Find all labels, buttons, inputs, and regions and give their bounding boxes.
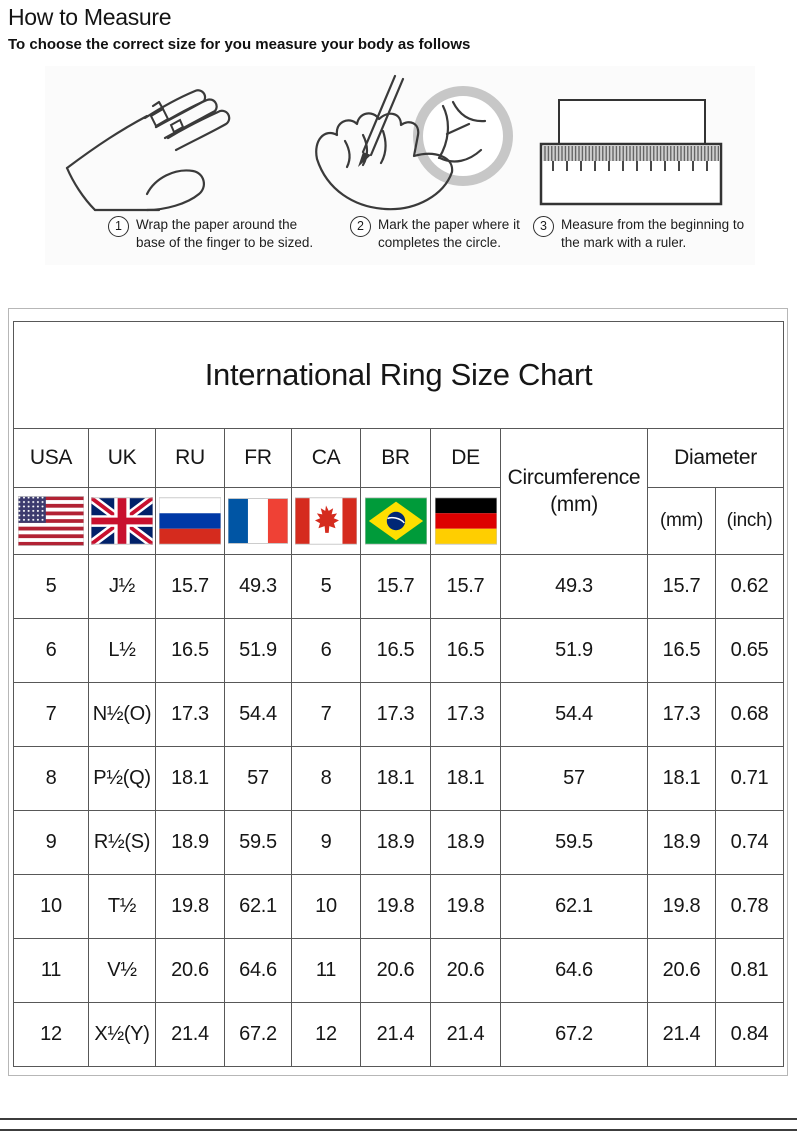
cell: 5 bbox=[14, 555, 89, 619]
col-header-de: DE bbox=[431, 429, 501, 488]
col-header-circumference bbox=[501, 429, 648, 555]
measure-steps-panel bbox=[45, 66, 755, 265]
table-row bbox=[14, 683, 784, 747]
table-row bbox=[14, 619, 784, 683]
cell: 0.74 bbox=[716, 811, 784, 875]
flag-uk-cell bbox=[89, 488, 156, 555]
cell: 0.84 bbox=[716, 1003, 784, 1067]
flag-usa-cell bbox=[14, 488, 89, 555]
cell: 64.6 bbox=[225, 939, 292, 1003]
step-caption-text: Mark the paper where it completes the circle. bbox=[378, 217, 520, 251]
step-number-3-icon: 3 bbox=[533, 216, 554, 237]
table-row bbox=[14, 747, 784, 811]
flag-canada bbox=[295, 497, 357, 545]
cell: 0.65 bbox=[716, 619, 784, 683]
cell: 0.62 bbox=[716, 555, 784, 619]
cell: 0.68 bbox=[716, 683, 784, 747]
cell: 19.8 bbox=[431, 875, 501, 939]
circumference-label: Circumference bbox=[507, 466, 641, 490]
flag-russia bbox=[159, 497, 221, 545]
col-header-diameter: Diameter bbox=[648, 429, 784, 488]
flag-russia-cell bbox=[156, 488, 225, 555]
table-row bbox=[14, 939, 784, 1003]
cell: 51.9 bbox=[225, 619, 292, 683]
col-header-br: BR bbox=[361, 429, 431, 488]
cell: 20.6 bbox=[431, 939, 501, 1003]
page-title: How to Measure bbox=[8, 4, 172, 30]
cell: V½ bbox=[89, 939, 156, 1003]
cell: 7 bbox=[292, 683, 361, 747]
flag-france-cell bbox=[225, 488, 292, 555]
table-row bbox=[14, 875, 784, 939]
cell: 20.6 bbox=[648, 939, 716, 1003]
step-caption-1 bbox=[108, 216, 318, 252]
cell: 8 bbox=[14, 747, 89, 811]
flag-brazil bbox=[365, 497, 427, 545]
flag-canada-cell bbox=[292, 488, 361, 555]
flag-germany-cell bbox=[431, 488, 501, 555]
col-header-uk: UK bbox=[89, 429, 156, 488]
cell: 18.1 bbox=[156, 747, 225, 811]
cell: 10 bbox=[292, 875, 361, 939]
cell: 18.1 bbox=[431, 747, 501, 811]
cell: 20.6 bbox=[156, 939, 225, 1003]
chart-title: International Ring Size Chart bbox=[14, 322, 784, 429]
col-header-fr: FR bbox=[225, 429, 292, 488]
cell: 16.5 bbox=[156, 619, 225, 683]
cell: 10 bbox=[14, 875, 89, 939]
cell: 21.4 bbox=[648, 1003, 716, 1067]
table-flag-row bbox=[14, 488, 784, 555]
col-header-usa: USA bbox=[14, 429, 89, 488]
cell: 54.4 bbox=[501, 683, 648, 747]
hand-marking-with-pencil-illustration bbox=[297, 66, 519, 216]
table-row bbox=[14, 811, 784, 875]
cell: J½ bbox=[89, 555, 156, 619]
step-caption-2 bbox=[350, 216, 535, 252]
cell: L½ bbox=[89, 619, 156, 683]
cell: 62.1 bbox=[501, 875, 648, 939]
cell: 0.71 bbox=[716, 747, 784, 811]
cell: 17.3 bbox=[431, 683, 501, 747]
table-row bbox=[14, 555, 784, 619]
cell: 15.7 bbox=[361, 555, 431, 619]
flag-usa bbox=[18, 496, 84, 546]
ruler-measuring-paper-illustration bbox=[537, 94, 727, 209]
cell: 16.5 bbox=[361, 619, 431, 683]
cell: T½ bbox=[89, 875, 156, 939]
cell: 59.5 bbox=[225, 811, 292, 875]
cell: P½(Q) bbox=[89, 747, 156, 811]
cell: 57 bbox=[225, 747, 292, 811]
flag-brazil-cell bbox=[361, 488, 431, 555]
cell: 21.4 bbox=[156, 1003, 225, 1067]
cell: 18.9 bbox=[361, 811, 431, 875]
cell: 59.5 bbox=[501, 811, 648, 875]
table-row bbox=[14, 1003, 784, 1067]
cell: 11 bbox=[14, 939, 89, 1003]
cell: 18.1 bbox=[361, 747, 431, 811]
cell: 57 bbox=[501, 747, 648, 811]
cell: 21.4 bbox=[361, 1003, 431, 1067]
col-header-ca: CA bbox=[292, 429, 361, 488]
cell: 15.7 bbox=[431, 555, 501, 619]
step-caption-text: Wrap the paper around the base of the finger to be sized. bbox=[136, 217, 314, 251]
cell: 15.7 bbox=[648, 555, 716, 619]
cell: 11 bbox=[292, 939, 361, 1003]
ring-size-chart-box bbox=[8, 308, 788, 1076]
cell: 9 bbox=[292, 811, 361, 875]
step-number-1-icon: 1 bbox=[108, 216, 129, 237]
cell: R½(S) bbox=[89, 811, 156, 875]
cell: 6 bbox=[292, 619, 361, 683]
cell: 0.81 bbox=[716, 939, 784, 1003]
cell: 19.8 bbox=[648, 875, 716, 939]
flag-uk bbox=[91, 497, 153, 545]
cell: 12 bbox=[14, 1003, 89, 1067]
step-caption-text: Measure from the beginning to the mark with a ruler. bbox=[561, 217, 745, 251]
cell: 67.2 bbox=[501, 1003, 648, 1067]
bottom-separator-line bbox=[0, 1118, 797, 1120]
cell: 64.6 bbox=[501, 939, 648, 1003]
diameter-inch-header: (inch) bbox=[716, 488, 784, 555]
ring-size-table bbox=[13, 321, 784, 1067]
cell: 18.9 bbox=[156, 811, 225, 875]
cell: 16.5 bbox=[431, 619, 501, 683]
col-header-ru: RU bbox=[156, 429, 225, 488]
cell: 62.1 bbox=[225, 875, 292, 939]
cell: 49.3 bbox=[501, 555, 648, 619]
cell: 5 bbox=[292, 555, 361, 619]
step-caption-3 bbox=[533, 216, 751, 252]
cell: 15.7 bbox=[156, 555, 225, 619]
page-subtitle: To choose the correct size for you measure your body as follows bbox=[8, 36, 471, 53]
hand-with-paper-strip-illustration bbox=[59, 72, 304, 214]
cell: 17.3 bbox=[648, 683, 716, 747]
cell: 19.8 bbox=[361, 875, 431, 939]
cell: 54.4 bbox=[225, 683, 292, 747]
diameter-mm-header: (mm) bbox=[648, 488, 716, 555]
cell: 18.1 bbox=[648, 747, 716, 811]
cell: N½(O) bbox=[89, 683, 156, 747]
cell: 51.9 bbox=[501, 619, 648, 683]
cell: 7 bbox=[14, 683, 89, 747]
cell: 67.2 bbox=[225, 1003, 292, 1067]
cell: 8 bbox=[292, 747, 361, 811]
cell: 0.78 bbox=[716, 875, 784, 939]
cell: 19.8 bbox=[156, 875, 225, 939]
cell: 12 bbox=[292, 1003, 361, 1067]
cell: 20.6 bbox=[361, 939, 431, 1003]
cell: 17.3 bbox=[156, 683, 225, 747]
table-header-row bbox=[14, 429, 784, 488]
flag-france bbox=[228, 497, 288, 545]
cell: 6 bbox=[14, 619, 89, 683]
cell: X½(Y) bbox=[89, 1003, 156, 1067]
cell: 18.9 bbox=[431, 811, 501, 875]
cell: 18.9 bbox=[648, 811, 716, 875]
cell: 21.4 bbox=[431, 1003, 501, 1067]
cell: 9 bbox=[14, 811, 89, 875]
flag-germany bbox=[435, 497, 497, 545]
circumference-unit: (mm) bbox=[550, 492, 598, 516]
cell: 16.5 bbox=[648, 619, 716, 683]
table-title-row bbox=[14, 322, 784, 429]
bottom-separator-line bbox=[0, 1129, 797, 1131]
step-number-2-icon: 2 bbox=[350, 216, 371, 237]
cell: 17.3 bbox=[361, 683, 431, 747]
cell: 49.3 bbox=[225, 555, 292, 619]
